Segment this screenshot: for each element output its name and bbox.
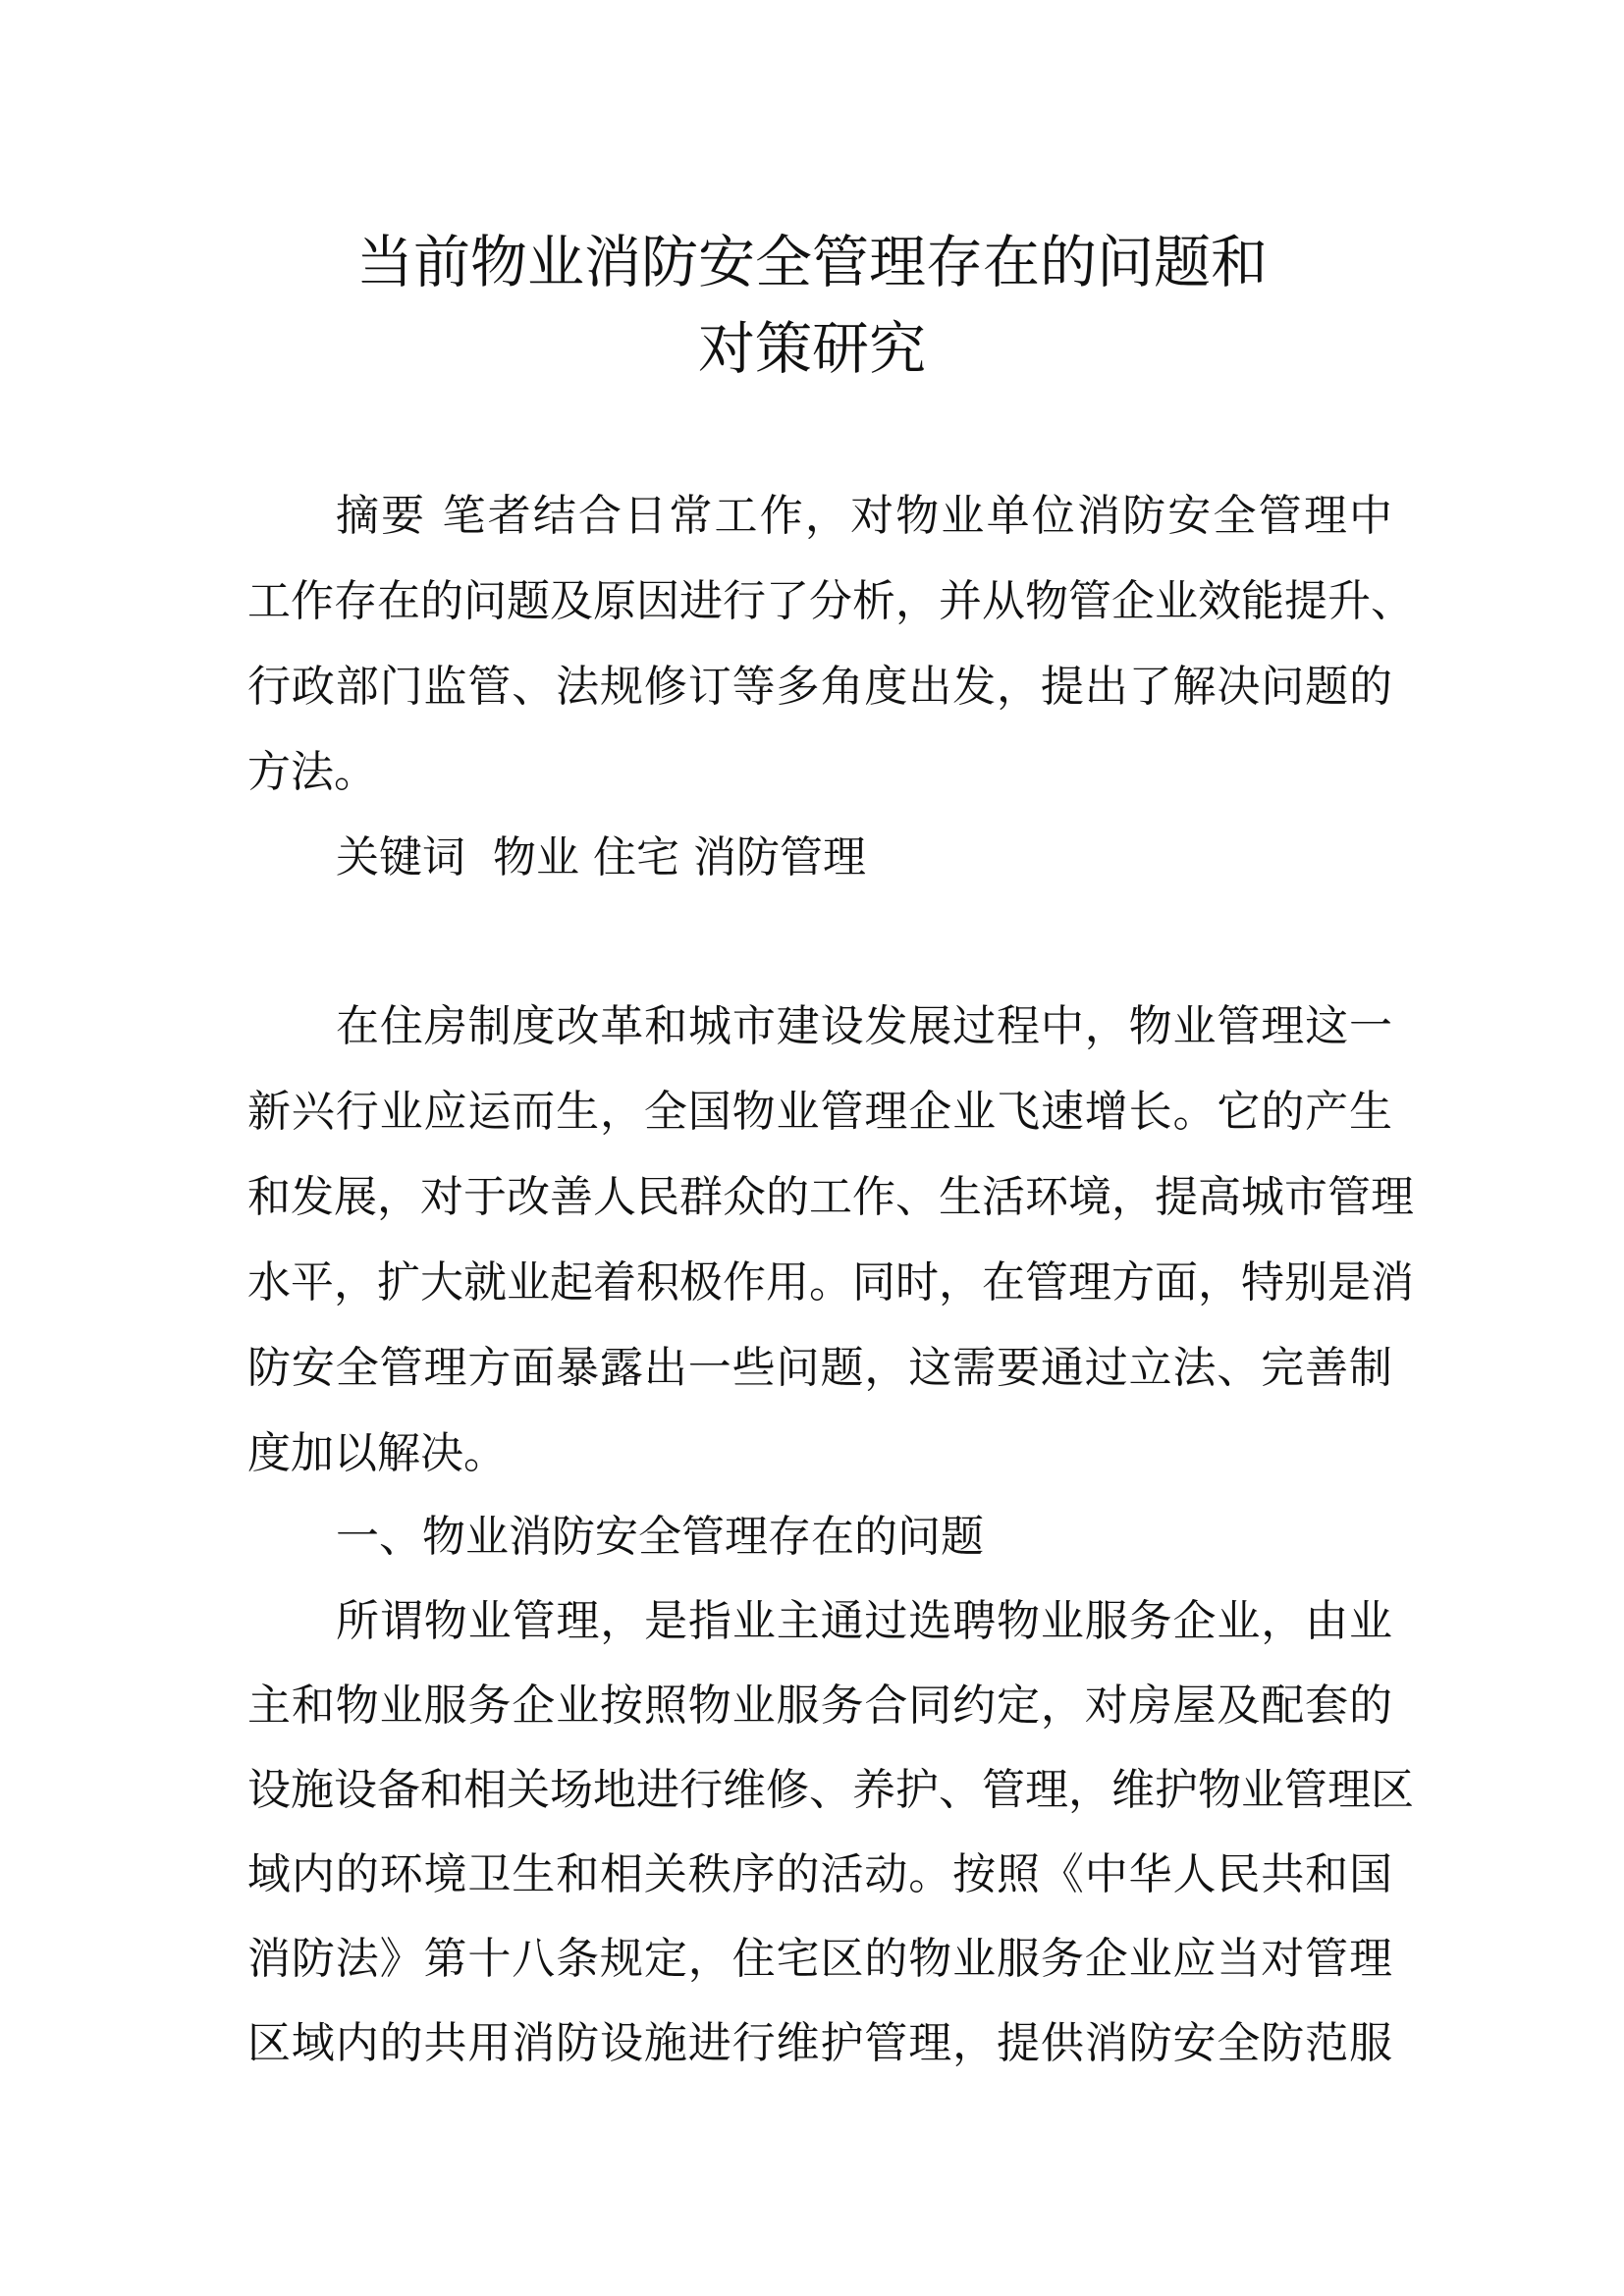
paragraph-line: 域内的环境卫生和相关秩序的活动。按照《中华人民共和国 [247, 1849, 1392, 1899]
paragraph-line: 水平，扩大就业起着积极作用。同时，在管理方面，特别是消 [247, 1257, 1414, 1308]
abstract-line: 方法。 [247, 747, 377, 797]
abstract-line: 工作存在的问题及原因进行了分析，并从物管企业效能提升、 [247, 576, 1414, 626]
abstract-line: 摘要 笔者结合日常工作，对物业单位消防安全管理中 [336, 491, 1392, 541]
paragraph-line: 度加以解决。 [247, 1428, 507, 1478]
paragraph-line: 新兴行业应运而生，全国物业管理企业飞速增长。它的产生 [247, 1087, 1392, 1137]
paragraph-line: 主和物业服务企业按照物业服务合同约定，对房屋及配套的 [247, 1681, 1392, 1731]
section-heading: 一、物业消防安全管理存在的问题 [336, 1512, 984, 1562]
title-line-2: 对策研究 [697, 315, 926, 382]
title-line-1: 当前物业消防安全管理存在的问题和 [355, 229, 1268, 295]
paragraph-line: 区域内的共用消防设施进行维护管理，提供消防安全防范服 [247, 2018, 1392, 2068]
paragraph-line: 消防法》第十八条规定，住宅区的物业服务企业应当对管理 [247, 1934, 1392, 1984]
keywords: 关键词 物业 住宅 消防管理 [336, 832, 866, 882]
paragraph-line: 所谓物业管理，是指业主通过选聘物业服务企业，由业 [336, 1596, 1392, 1646]
paragraph-line: 在住房制度改革和城市建设发展过程中，物业管理这一 [336, 1001, 1392, 1051]
abstract-line: 行政部门监管、法规修订等多角度出发，提出了解决问题的 [247, 662, 1392, 712]
paragraph-line: 防安全管理方面暴露出一些问题，这需要通过立法、完善制 [247, 1343, 1392, 1393]
paragraph-line: 和发展，对于改善人民群众的工作、生活环境，提高城市管理 [247, 1172, 1414, 1222]
paragraph-line: 设施设备和相关场地进行维修、养护、管理，维护物业管理区 [247, 1765, 1414, 1815]
